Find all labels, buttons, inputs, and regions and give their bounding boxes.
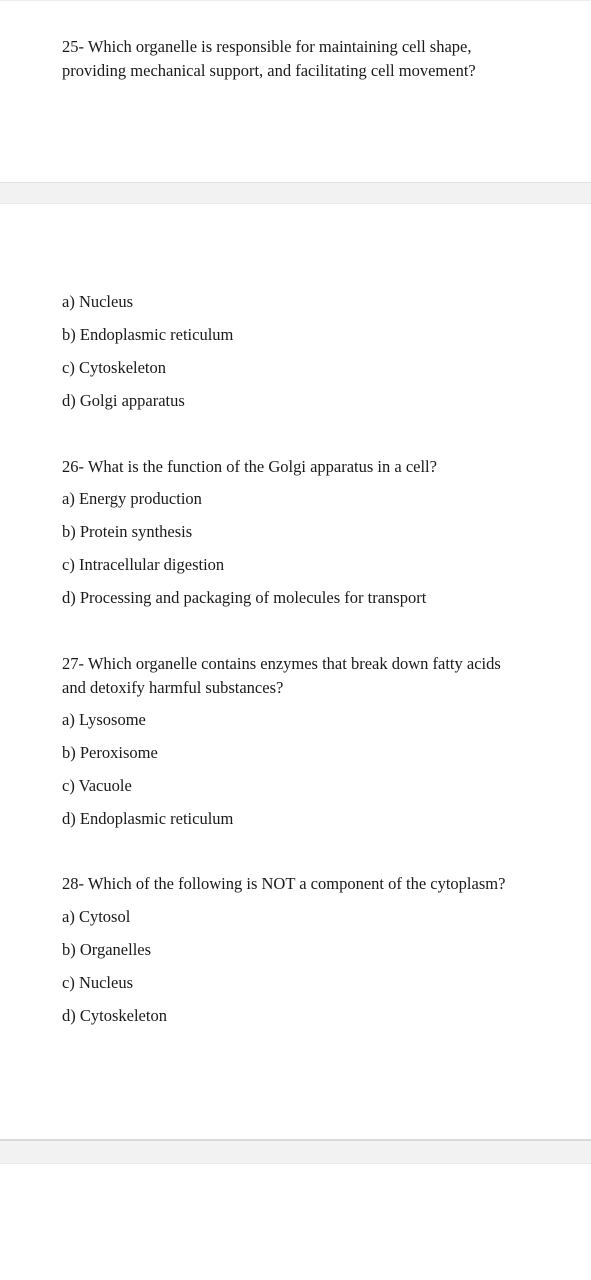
question-25-text-line2: providing mechanical support, and facilitating cell movement? — [62, 61, 476, 80]
page-break-divider-bottom — [0, 1139, 591, 1164]
question-28-option-d: d) Cytoskeleton — [62, 1006, 167, 1025]
question-28-text: 28- Which of the following is NOT a component of the cytoplasm? — [62, 874, 506, 893]
question-26-option-c: c) Intracellular digestion — [62, 555, 225, 574]
page-top-edge — [0, 0, 591, 1]
question-25-option-d: d) Golgi apparatus — [62, 391, 185, 410]
question-27-text-line1: 27- Which organelle contains enzymes that break down fatty acids — [62, 654, 501, 673]
question-26-option-d: d) Processing and packaging of molecules for transport — [62, 588, 427, 607]
question-27-option-c: c) Vacuole — [62, 776, 132, 795]
question-26-text: 26- What is the function of the Golgi apparatus in a cell? — [62, 457, 437, 476]
question-27-option-d: d) Endoplasmic reticulum — [62, 809, 234, 828]
question-26-option-a: a) Energy production — [62, 489, 202, 508]
question-26-option-b: b) Protein synthesis — [62, 522, 193, 541]
page-break-divider — [0, 182, 591, 204]
question-25-option-a: a) Nucleus — [62, 292, 134, 311]
question-28-option-c: c) Nucleus — [62, 973, 134, 992]
question-25-text-line1: 25- Which organelle is responsible for maintaining cell shape, — [62, 37, 472, 56]
question-27-text-line2: and detoxify harmful substances? — [62, 678, 284, 697]
question-27-option-a: a) Lysosome — [62, 710, 146, 729]
question-28-option-b: b) Organelles — [62, 940, 152, 959]
question-27-option-b: b) Peroxisome — [62, 743, 158, 762]
question-25-option-b: b) Endoplasmic reticulum — [62, 325, 234, 344]
question-25-option-c: c) Cytoskeleton — [62, 358, 167, 377]
question-28-option-a: a) Cytosol — [62, 907, 131, 926]
